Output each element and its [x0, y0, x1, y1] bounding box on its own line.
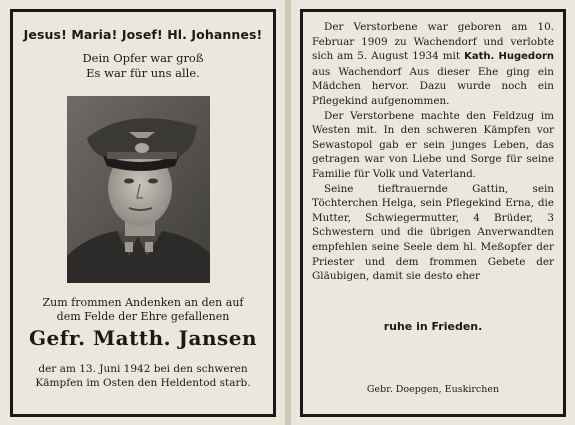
memorial-text	[10, 296, 276, 324]
memorial-line-2: dem Felde der Ehre gefallenen	[56, 310, 230, 323]
verse	[10, 51, 276, 81]
soldier-portrait-photo	[67, 96, 210, 283]
right-card-panel	[291, 0, 575, 425]
death-line-2: Kämpfen im Osten den Heldentod starb.	[35, 377, 251, 389]
verse-line-1: Dein Opfer war groß	[82, 51, 204, 65]
portrait-image	[67, 96, 210, 283]
bio-paragraph-1	[312, 20, 554, 109]
biography-text	[312, 20, 554, 284]
wife-name: Kath. Hugedorn	[464, 51, 554, 63]
memorial-line-1: Zum frommen Andenken an den auf	[42, 296, 244, 309]
death-line-1: der am 13. Juni 1942 bei den schweren	[38, 363, 248, 375]
deceased-name: Gefr. Matth. Jansen	[28, 326, 258, 350]
bio-paragraph-3: Seine tieftrauernde Gattin, sein Töchterchen Helga, sein Pflegekind Erna, die Mutter, Schwiegermutter, 4 Brüder, 3 Schwestern und die übrigen Anverwandten empfehlen seine Seele dem hl. Meßopfer der Priester und dem frommen Gebete der Gläubigen, damit sie desto eher	[312, 182, 554, 283]
death-text	[10, 362, 276, 390]
rest-in-peace: ruhe in Frieden.	[383, 320, 483, 333]
left-card-panel	[0, 0, 285, 425]
bio-paragraph-2: Der Verstorbene machte den Feldzug im Westen mit. In den schweren Kämpfen vor Sewastopol gab er sein junges Leben, das getragen war von Liebe und Sorge für seine Familie für Volk und Vaterland.	[312, 109, 554, 180]
printer-credit: Gebr. Doepgen, Euskirchen	[366, 384, 500, 395]
verse-line-2: Es war für uns alle.	[86, 66, 200, 80]
bio-birth: Der Verstorbene war geboren am 10. Februar 1909 zu Wachendorf und verlobte sich am 5. August 1934 mit	[312, 21, 554, 63]
bio-family: aus Wachendorf Aus dieser Ehe ging ein Mädchen hervor. Dazu wurde noch ein Pflegekind aufgenommen.	[312, 65, 554, 107]
saints-invocation: Jesus! Maria! Josef! Hl. Johannes!	[23, 27, 263, 42]
